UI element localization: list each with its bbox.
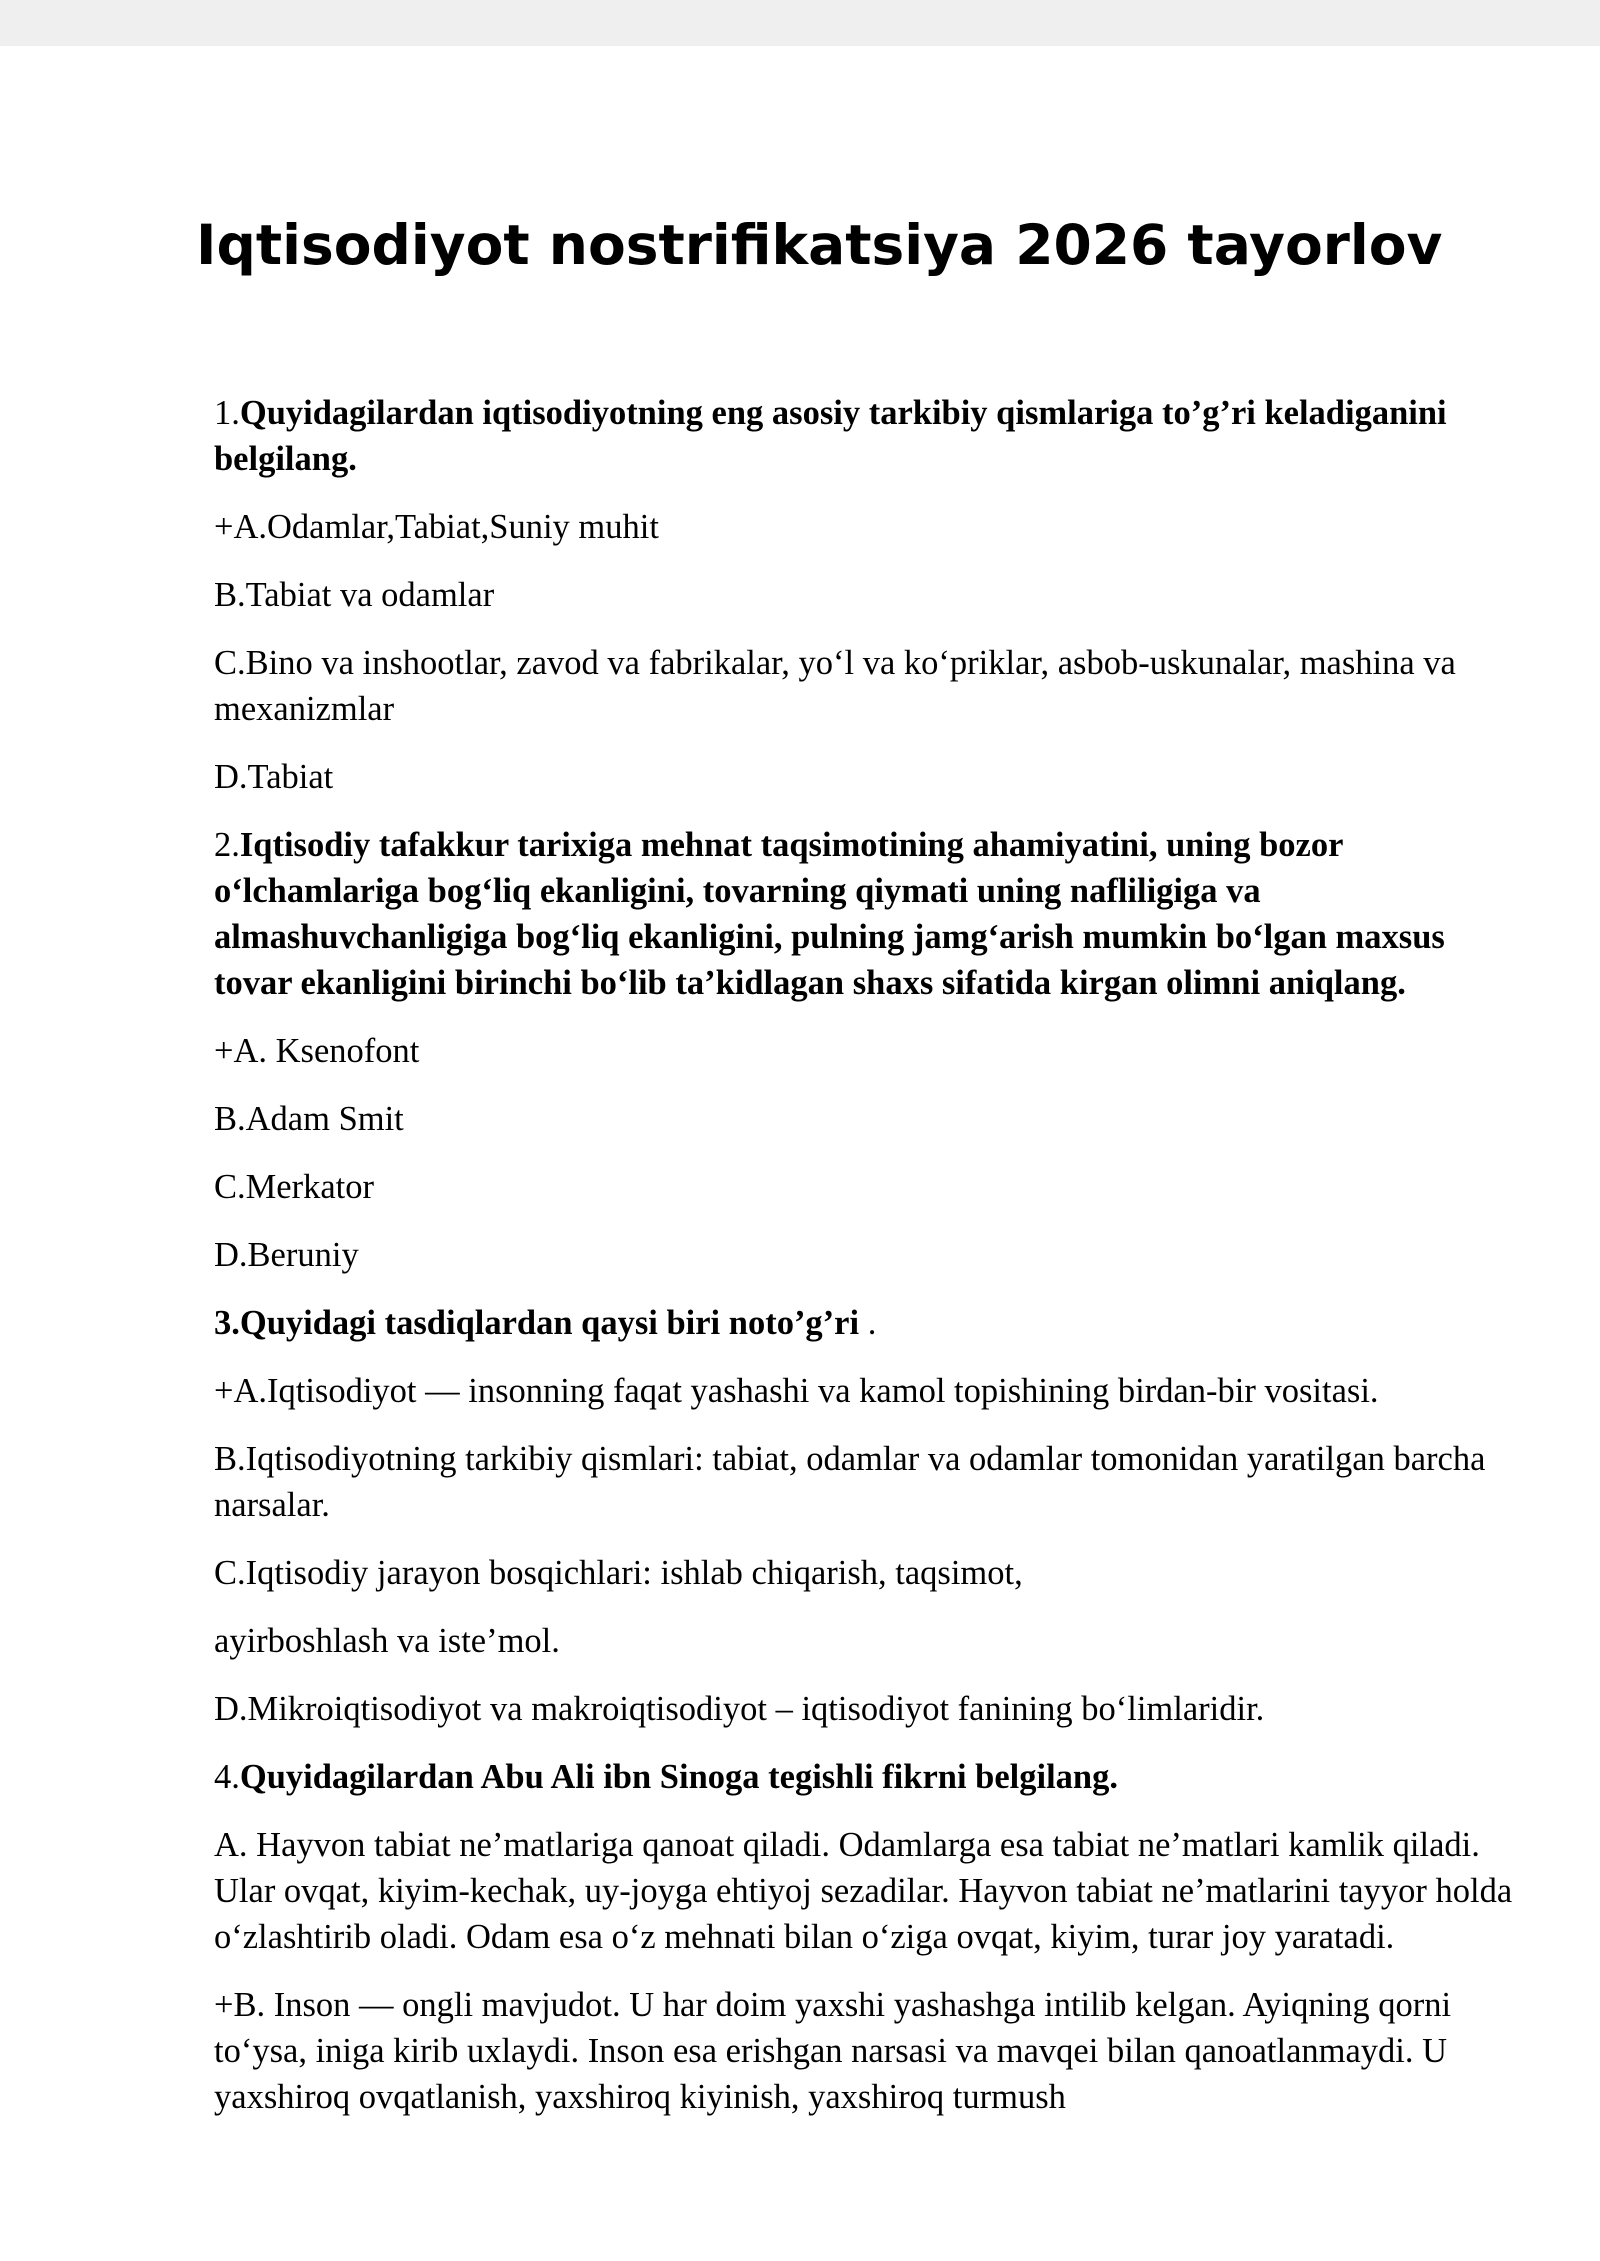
question-number: 4. [214, 1758, 240, 1796]
option-1c: C.Bino va inshootlar, zavod va fabrikalar, yo‘l va ko‘priklar, asbob-uskunalar, mashina va mexanizmlar [214, 644, 1456, 728]
option-3a: +A.Iqtisodiyot — insonning faqat yashashi va kamol topishining birdan-bir vositasi. [214, 1372, 1379, 1410]
question-text: Quyidagi tasdiqlardan qaysi biri noto’g’ri [239, 1304, 860, 1342]
viewer-top-bar [0, 0, 1600, 46]
question-number: 3. [214, 1304, 240, 1342]
question-text: Iqtisodiy tafakkur tarixiga mehnat taqsimotining ahamiyatini, uning bozor o‘lchamlariga bog‘liq ekanligini, tovarning qiymati uning nafliligiga va almashuvchanligiga bog‘liq ekanligini, pulning jamg‘arish mumkin bo‘lgan maxsus tovar ekanligini birinchi bo‘lib ta’kidlagan shaxs sifatida kirgan olimni aniqlang. [214, 826, 1445, 1002]
document-title: Iqtisodiyot nostrifikatsiya 2026 tayorlov [196, 213, 1443, 277]
option-2c: C.Merkator [214, 1168, 375, 1206]
option-4a: A. Hayvon tabiat ne’matlariga qanoat qiladi. Odamlarga esa tabiat ne’matlari kamlik qiladi. Ular ovqat, kiyim-kechak, uy-joyga ehtiyoj sezadilar. Hayvon tabiat ne’matlarini tayyor holda o‘zlashtirib oladi. Odam esa o‘z mehnati bilan o‘ziga ovqat, kiyim, turar joy yaratadi. [214, 1826, 1513, 1956]
question-3 [214, 1300, 1524, 1346]
option-2d: D.Beruniy [214, 1236, 359, 1274]
option-3d: D.Mikroiqtisodiyot va makroiqtisodiyot – iqtisodiyot fanining bo‘limlaridir. [214, 1690, 1265, 1728]
option-3c-continued: ayirboshlash va iste’mol. [214, 1622, 560, 1660]
question-number: 2. [214, 826, 240, 864]
option-1a: +A.Odamlar,Tabiat,Suniy muhit [214, 508, 659, 546]
option-1d: D.Tabiat [214, 758, 334, 796]
question-suffix: . [859, 1304, 877, 1342]
option-1b: B.Tabiat va odamlar [214, 576, 495, 614]
option-2a: +A. Ksenofont [214, 1032, 420, 1070]
option-4b: +B. Inson — ongli mavjudot. U har doim yaxshi yashashga intilib kelgan. Ayiqning qorni to‘ysa, iniga kirib uxlaydi. Inson esa erishgan narsasi va mavqei bilan qanoatlanmaydi. U yaxshiroq ovqatlanish, yaxshiroq kiyinish, yaxshiroq turmush [214, 1986, 1452, 2116]
question-2 [214, 822, 1524, 1006]
option-3b: B.Iqtisodiyotning tarkibiy qismlari: tabiat, odamlar va odamlar tomonidan yaratilgan barcha narsalar. [214, 1440, 1486, 1524]
question-text: Quyidagilardan iqtisodiyotning eng asosiy tarkibiy qismlariga to’g’ri keladiganini belgilang. [214, 394, 1447, 478]
document-body [214, 390, 1524, 2142]
question-number: 1. [214, 394, 240, 432]
question-1 [214, 390, 1524, 482]
option-2b: B.Adam Smit [214, 1100, 404, 1138]
question-text: Quyidagilardan Abu Ali ibn Sinoga tegishli fikrni belgilang. [239, 1758, 1118, 1796]
option-3c: C.Iqtisodiy jarayon bosqichlari: ishlab chiqarish, taqsimot, [214, 1554, 1023, 1592]
question-4 [214, 1754, 1524, 1800]
